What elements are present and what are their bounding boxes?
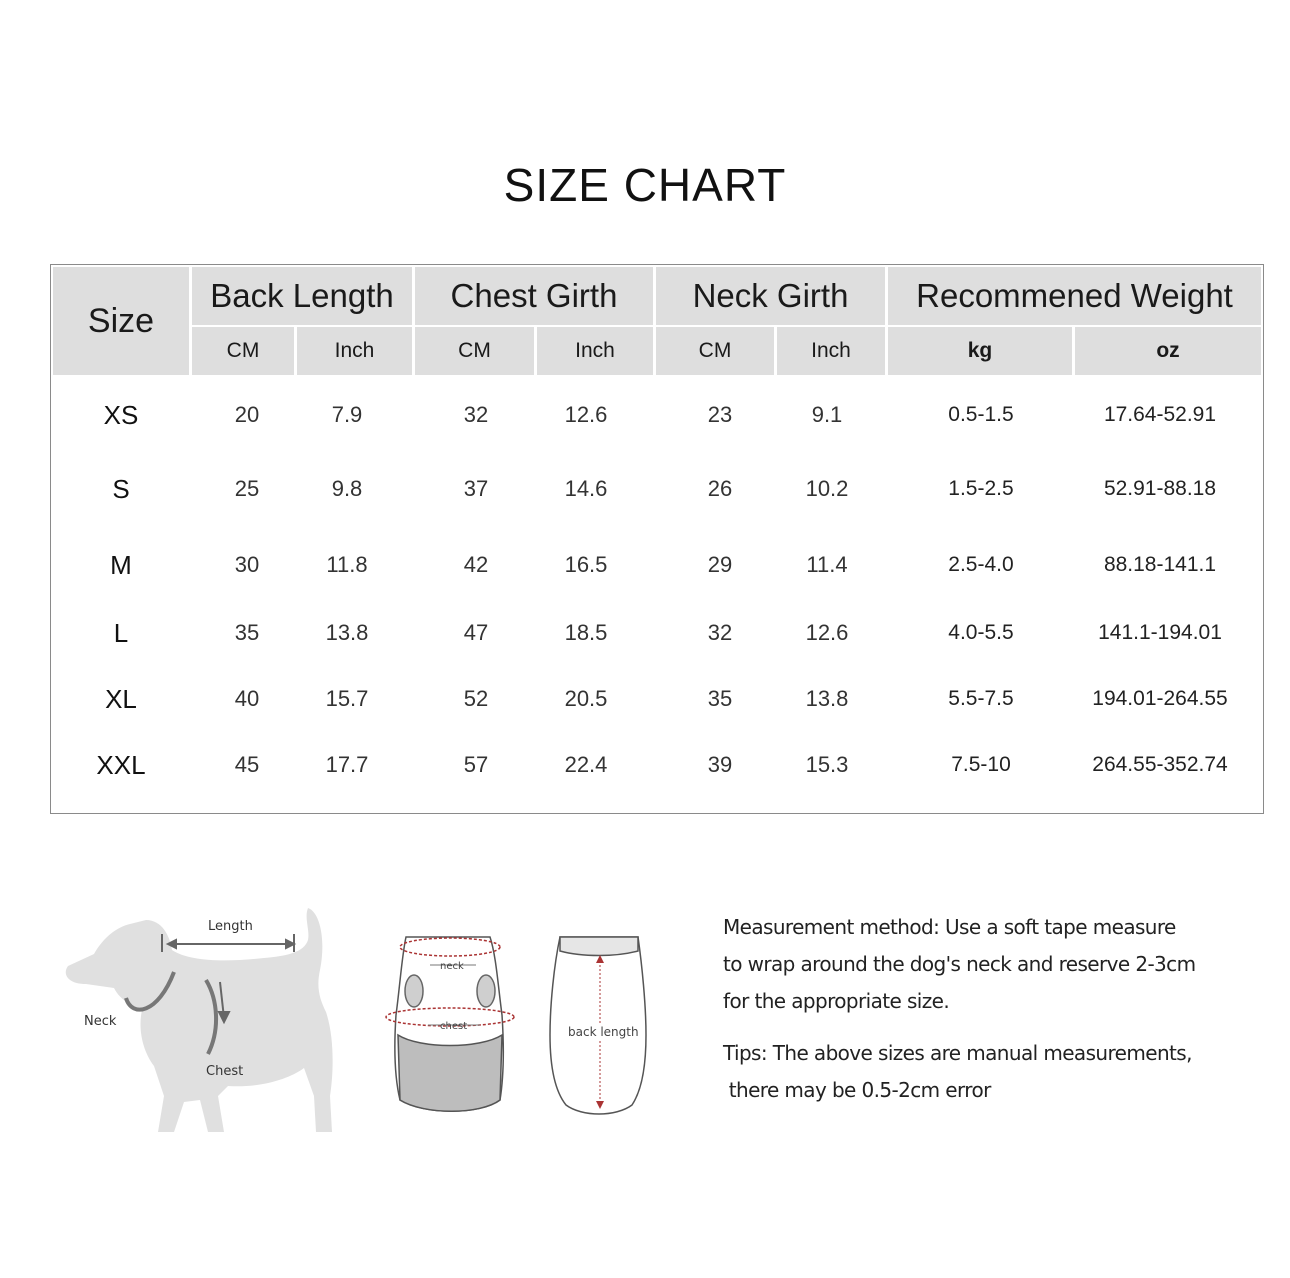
vest-neck-label: neck xyxy=(440,961,464,972)
table-cell: 32 xyxy=(707,620,733,645)
group-header-neck-girth: Neck Girth xyxy=(656,267,885,325)
subheader-back-inch: Inch xyxy=(297,327,412,375)
table-cell: 14.6 xyxy=(564,476,608,501)
table-cell: 47 xyxy=(463,620,489,645)
length-label: Length xyxy=(208,919,253,934)
table-row xyxy=(51,745,1263,785)
table-cell: 15.3 xyxy=(805,752,849,777)
table-row xyxy=(51,545,1263,585)
group-header-chest-girth: Chest Girth xyxy=(415,267,653,325)
size-cell: XL xyxy=(105,683,137,714)
table-row xyxy=(51,679,1263,719)
table-cell: 15.7 xyxy=(325,686,369,711)
table-cell: 12.6 xyxy=(564,402,608,427)
tips-note-line2: there may be 0.5-2cm error xyxy=(723,1078,991,1102)
subheader-weight-kg: kg xyxy=(888,327,1072,375)
vest-back-length-label: back length xyxy=(568,1025,639,1039)
tips-note-line1: Tips: The above sizes are manual measurements, xyxy=(723,1041,1192,1065)
table-cell: 11.8 xyxy=(326,552,368,577)
subheader-neck-inch: Inch xyxy=(777,327,885,375)
table-cell: 35 xyxy=(234,620,260,645)
table-cell: 13.8 xyxy=(805,686,849,711)
table-cell: 141.1-194.01 xyxy=(1098,621,1222,644)
measurement-note-line3: for the appropriate size. xyxy=(723,989,950,1013)
table-cell: 52 xyxy=(463,686,489,711)
subheader-weight-oz: oz xyxy=(1075,327,1261,375)
table-cell: 0.5-1.5 xyxy=(948,403,1014,426)
size-cell: XXL xyxy=(96,749,146,780)
table-cell: 7.9 xyxy=(331,402,363,427)
subheader-back-cm: CM xyxy=(192,327,294,375)
neck-label: Neck xyxy=(84,1014,117,1029)
chest-label: Chest xyxy=(206,1064,244,1079)
size-cell: M xyxy=(110,549,132,580)
table-cell: 25 xyxy=(234,476,260,501)
table-cell: 37 xyxy=(463,476,489,501)
table-cell: 42 xyxy=(463,552,489,577)
size-cell: XS xyxy=(103,399,139,430)
table-cell: 2.5-4.0 xyxy=(948,553,1014,576)
table-cell: 32 xyxy=(463,402,489,427)
table-cell: 194.01-264.55 xyxy=(1092,687,1228,710)
table-cell: 10.2 xyxy=(805,476,849,501)
size-cell: S xyxy=(112,473,130,504)
table-cell: 52.91-88.18 xyxy=(1103,477,1217,500)
vest-front-icon xyxy=(386,937,514,1111)
table-cell: 30 xyxy=(234,552,260,577)
dog-measurement-diagram xyxy=(58,900,348,1140)
measurement-note-line2: to wrap around the dog's neck and reserve 2-3cm xyxy=(723,952,1196,976)
table-cell: 35 xyxy=(707,686,733,711)
group-header-back-length: Back Length xyxy=(192,267,412,325)
table-row xyxy=(51,613,1263,653)
table-cell: 13.8 xyxy=(325,620,369,645)
subheader-neck-cm: CM xyxy=(656,327,774,375)
size-cell: L xyxy=(113,617,129,648)
table-cell: 88.18-141.1 xyxy=(1103,553,1217,576)
table-cell: 45 xyxy=(234,752,260,777)
group-header-recommened-weight: Recommened Weight xyxy=(888,267,1261,325)
size-header: Size xyxy=(53,267,189,375)
table-cell: 17.64-52.91 xyxy=(1103,403,1217,426)
table-cell: 23 xyxy=(707,402,733,427)
table-cell: 26 xyxy=(707,476,733,501)
table-cell: 11.4 xyxy=(806,552,848,577)
table-row xyxy=(51,469,1263,509)
table-cell: 40 xyxy=(234,686,260,711)
vest-measurement-diagram xyxy=(380,925,670,1125)
table-cell: 9.1 xyxy=(811,402,843,427)
measurement-note-line1: Measurement method: Use a soft tape measure xyxy=(723,915,1176,939)
table-cell: 17.7 xyxy=(325,752,369,777)
table-cell: 5.5-7.5 xyxy=(948,687,1014,710)
table-cell: 12.6 xyxy=(805,620,849,645)
table-row xyxy=(51,395,1263,435)
table-cell: 20.5 xyxy=(564,686,608,711)
vest-chest-label: chest xyxy=(440,1021,468,1032)
size-chart-table xyxy=(50,264,1264,814)
table-cell: 4.0-5.5 xyxy=(948,621,1014,644)
subheader-chest-cm: CM xyxy=(415,327,534,375)
table-cell: 22.4 xyxy=(564,752,608,777)
table-cell: 9.8 xyxy=(331,476,363,501)
vest-back-icon xyxy=(550,937,646,1114)
table-cell: 16.5 xyxy=(564,552,608,577)
table-cell: 20 xyxy=(234,402,260,427)
subheader-chest-inch: Inch xyxy=(537,327,653,375)
table-cell: 29 xyxy=(707,552,733,577)
table-cell: 57 xyxy=(463,752,489,777)
table-cell: 39 xyxy=(707,752,733,777)
table-cell: 7.5-10 xyxy=(951,753,1011,776)
table-cell: 18.5 xyxy=(564,620,608,645)
page-title: SIZE CHART xyxy=(503,159,787,211)
table-cell: 1.5-2.5 xyxy=(948,477,1014,500)
table-cell: 264.55-352.74 xyxy=(1092,753,1228,776)
